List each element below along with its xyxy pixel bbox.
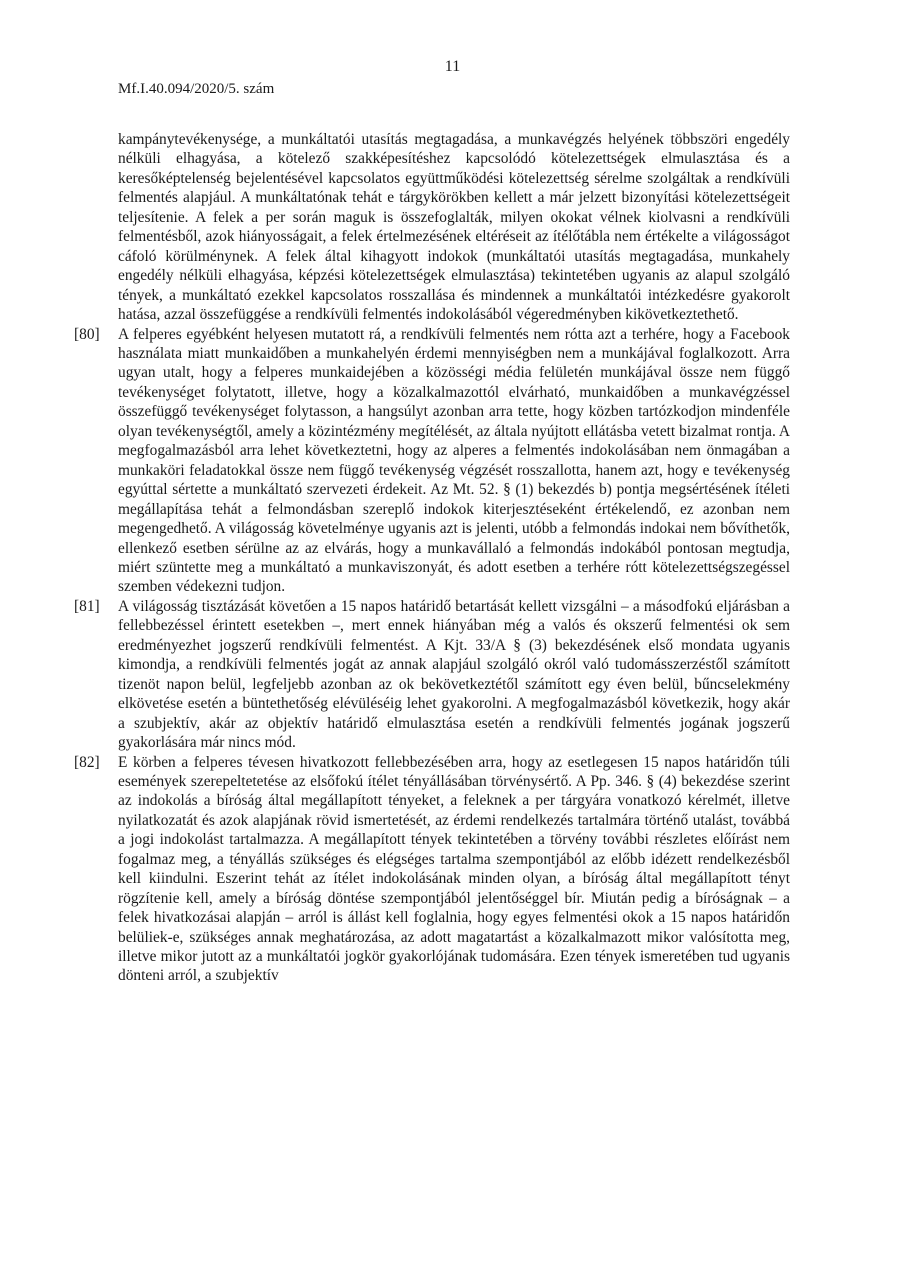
paragraph-80 [74,325,790,597]
page-number: 11 [444,58,461,75]
paragraph-text: kampánytevékenysége, a munkáltatói utasítás megtagadása, a munkavégzés helyének többszöri engedély nélküli elhagyása, a kötelező szakképesítéshez kapcsolódó kötelezettségek elmulasztása és a keresőképtelenség bejelentésével kapcsolatos együttműködési kötelezettség sérelme szolgáltak a rendkívüli felmentés alapjául. A munkáltatónak tehát e tárgykörökben kellett a már jelzett bizonyítási kötelezettségeit teljesítenie. A felek a per során maguk is összefoglalták, milyen okokat vélnek kiolvasni a rendkívüli felmentésből, azok hiányosságait, a felek értelmezésének eltéréseit az ítélőtábla nem értékelte a világosságot cáfoló körülménynek. A felek által kihagyott indokok (munkáltatói utasítás megtagadása, munkahely engedély nélküli elhagyása, képzési kötelezettségek elmulasztása) tekintetében ugyanis az alapul szolgáló tények, a munkáltató ezekkel kapcsolatos rosszallása és mindennek a munkáltatói intézkedésre gyakorolt hatása, azzal összefüggése a rendkívüli felmentés indokolásából végeredményben kikövetkeztethető. [118,131,790,324]
paragraph-text: A felperes egyébként helyesen mutatott rá, a rendkívüli felmentés nem rótta azt a terhére, hogy a Facebook használata miatt munkaidőben a munkahelyén érdemi mennyiségben nem a munkájával foglalkozott. Arra ugyan utalt, hogy a felperes munkaidejében a közösségi média felületén munkájával össze nem függő tevékenységet folytatott, illetve, hogy a közalkalmazottól elvárható, munkaidőben a munkavégzéssel összefüggő tevékenységet folytasson, a hangsúlyt azonban arra tette, hogy közben tartózkodjon mindenféle olyan tevékenységtől, amely a közintézmény megítélését, az általa nyújtott ellátásba vetett bizalmat rontja. A megfogalmazásból arra lehet következtetni, hogy az alperes a felmentés indokolásában nem önmagában a munkaköri feladatokkal össze nem függő tevékenység végzését rosszallotta, hanem azt, hogy e tevékenység egyúttal sértette a munkáltató szervezeti érdekeit. Az Mt. 52. § (1) bekezdés b) pontja megsértésének ítéleti megállapítása tehát a felmondásban szereplő indokok kiterjesztéseként értékelendő, ez azonban nem megengedhető. A világosság követelménye ugyanis azt is jelenti, utóbb a felmondás indokai nem bővíthetők, ellenkező esetben sérülne az az elvárás, hogy a munkavállaló a felmondás indokából pontosan megtudja, miért szüntette meg a munkáltató a munkaviszonyát, és adott esetben a terhére rótt kötelezettségszegéssel szemben védekezni tudjon. [118,325,790,596]
paragraph-continuation [118,130,790,325]
paragraph-number: [82] [74,753,100,771]
paragraph-82 [74,753,790,986]
body-text [74,130,790,986]
paragraph-number: [80] [74,325,100,343]
paragraph-81 [74,597,790,753]
document-reference: Mf.I.40.094/2020/5. szám [118,81,275,97]
paragraph-number: [81] [74,597,100,615]
paragraph-text: E körben a felperes tévesen hivatkozott fellebbezésében arra, hogy az esetlegesen 15 napos határidőn túli események szerepeltetetése az elsőfokú ítélet tényállásában törvénysértő. A Pp. 346. § (4) bekezdése szerint az indokolás a bíróság által megállapított tényeket, a feleknek a per tárgyára vonatkozó kérelmét, illetve nyilatkozatát és azok alapjának rövid ismertetését, az érdemi rendelkezés tartalmára történő utalást, továbbá a jogi indokolást tartalmazza. A megállapított tények tekintetében a törvény további részletes előírást nem fogalmaz meg, a tényállás szükséges és elégséges tartalma szempontjából az előbb idézett rendelkezésből kell kiindulni. Eszerint tehát az ítélet indokolásának minden olyan, a bíróság által megállapított tényt rögzítenie kell, amely a bíróság döntése szempontjából jelentőséggel bír. Miután pedig a bíróságnak – a felek hivatkozásai alapján – arról is állást kell foglalnia, hogy egyes felmentési okok a 15 napos határidőn belüliek-e, szükséges annak meghatározása, az adott magatartást a közalkalmazott mikor valósította meg, illetve mikor jutott az a munkáltatói jogkör gyakorlójának tudomására. Ezen tények ismeretében tud ugyanis dönteni arról, a szubjektív [118,753,790,985]
paragraph-text: A világosság tisztázását követően a 15 napos határidő betartását kellett vizsgálni – a másodfokú eljárásban a fellebbezéssel érintett esetekben –, mert ennek hiányában még a valós és okszerű felmentési ok sem eredményezhet jogszerű rendkívüli felmentést. A Kjt. 33/A § (3) bekezdésének első mondata ugyanis kimondja, a rendkívüli felmentés jogát az annak alapjául szolgáló okról való tudomásszerzéstől számított tizenöt napon belül, legfeljebb azonban az ok bekövetkeztétől számított egy éven belül, bűncselekmény elkövetése esetén a büntethetőség elévüléséig lehet gyakorolni. A megfogalmazásból következik, hogy akár a szubjektív, akár az objektív határidő elmulasztása esetén a rendkívüli felmentés jogának jogszerű gyakorlására már nincs mód. [118,597,790,752]
